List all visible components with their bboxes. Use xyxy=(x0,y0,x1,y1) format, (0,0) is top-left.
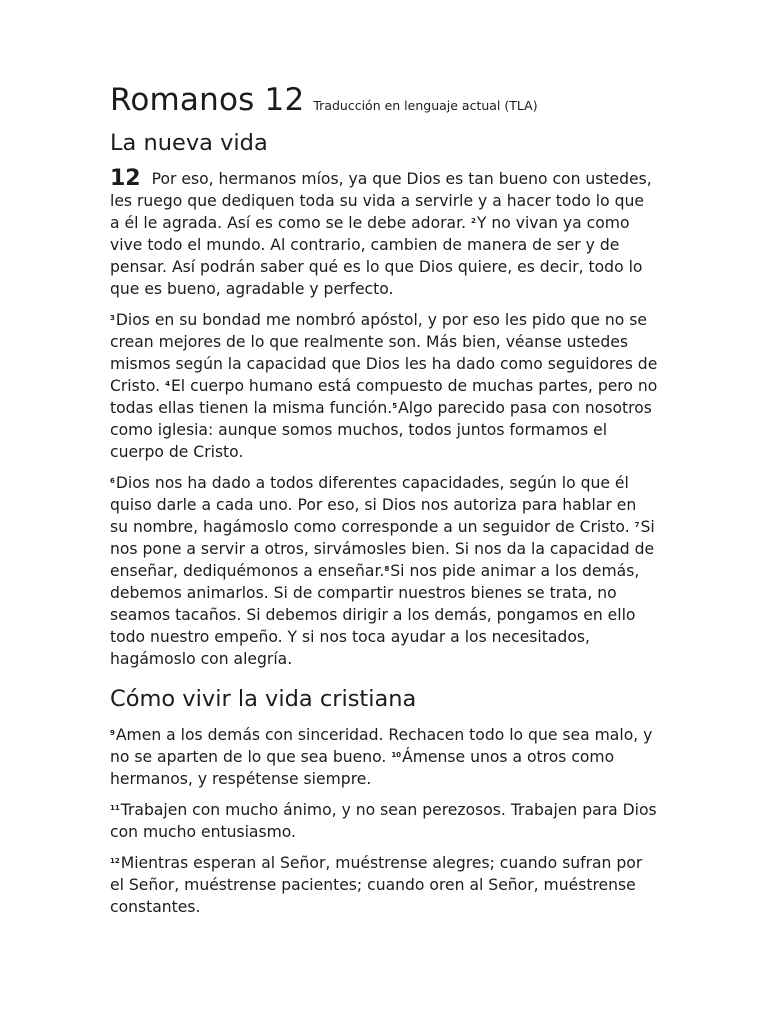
title-row xyxy=(110,82,658,118)
paragraph xyxy=(110,724,658,790)
verse-text: Amen a los demás con sinceridad. Rechacen todo lo que sea malo, y no se aparten de lo que sea bueno. xyxy=(110,726,653,766)
verse-text: Dios nos ha dado a todos diferentes capacidades, según lo que él quiso darle a cada uno. Por eso, si Dios nos autoriza para hablar en su nombre, hagámoslo como corresponde a un seguidor de Cristo. xyxy=(110,474,637,536)
verse-text: Y no vivan ya como vive todo el mundo. Al contrario, cambien de manera de ser y de pensar. Así podrán saber qué es lo que Dios quiere, es decir, todo lo que es bueno, agradable y perfecto. xyxy=(110,214,643,298)
verse-number: 9 xyxy=(110,729,115,737)
translation-label: Traducción en lenguaje actual (TLA) xyxy=(313,98,538,113)
paragraph xyxy=(110,852,658,918)
verse-text: Ámense unos a otros como hermanos, y respétense siempre. xyxy=(110,748,615,788)
verse-text: Mientras esperan al Señor, muéstrense alegres; cuando sufran por el Señor, muéstrense pacientes; cuando oren al Señor, muéstrense constantes. xyxy=(110,854,643,916)
verse-text: Algo parecido pasa con nosotros como iglesia: aunque somos muchos, todos juntos formamos el cuerpo de Cristo. xyxy=(110,399,652,461)
verse-number: 10 xyxy=(391,751,402,759)
paragraph xyxy=(110,309,658,463)
page-title: Romanos 12 xyxy=(110,82,305,118)
verse-text: Por eso, hermanos míos, ya que Dios es tan bueno con ustedes, les ruego que dediquen toda su vida a servirle y a hacer todo lo que a él le agrada. Así es como se le debe adorar. xyxy=(110,170,652,232)
paragraph xyxy=(110,472,658,670)
section-heading: La nueva vida xyxy=(110,130,268,156)
verse-number: 5 xyxy=(392,402,398,410)
verse-number: 4 xyxy=(165,380,170,388)
paragraph xyxy=(110,799,658,843)
verse-text: Trabajen con mucho ánimo, y no sean perezosos. Trabajen para Dios con mucho entusiasmo. xyxy=(110,801,657,841)
verse-number: 3 xyxy=(110,314,115,322)
verse-number: 6 xyxy=(110,477,115,485)
verse-number: 2 xyxy=(470,217,476,225)
document-body xyxy=(110,82,658,927)
verse-text: Si nos pide animar a los demás, debemos animarlos. Si de compartir nuestros bienes se trata, no seamos tacaños. Si debemos dirigir a los demás, pongamos en ello todo nuestro empeño. Y si nos toca ayudar a los necesitados, hagámoslo con alegría. xyxy=(110,562,640,668)
verse-number: 11 xyxy=(110,804,120,812)
section-heading: Cómo vivir la vida cristiana xyxy=(110,686,417,712)
chapter-number: 12 xyxy=(110,166,141,191)
paragraph xyxy=(110,168,658,300)
verse-text: Si nos pone a servir a otros, sirvámosles bien. Si nos da la capacidad de enseñar, dediquémonos a enseñar. xyxy=(110,518,655,580)
verse-text: Dios en su bondad me nombró apóstol, y por eso les pido que no se crean mejores de lo que realmente son. Más bien, véanse ustedes mismos según la capacidad que Dios les ha dado como seguidores de Cristo. xyxy=(110,311,658,395)
verse-text: El cuerpo humano está compuesto de muchas partes, pero no todas ellas tienen la misma función. xyxy=(110,377,658,417)
verse-number: 12 xyxy=(110,857,120,865)
verse-number: 8 xyxy=(384,565,390,573)
verse-number: 7 xyxy=(634,521,640,529)
